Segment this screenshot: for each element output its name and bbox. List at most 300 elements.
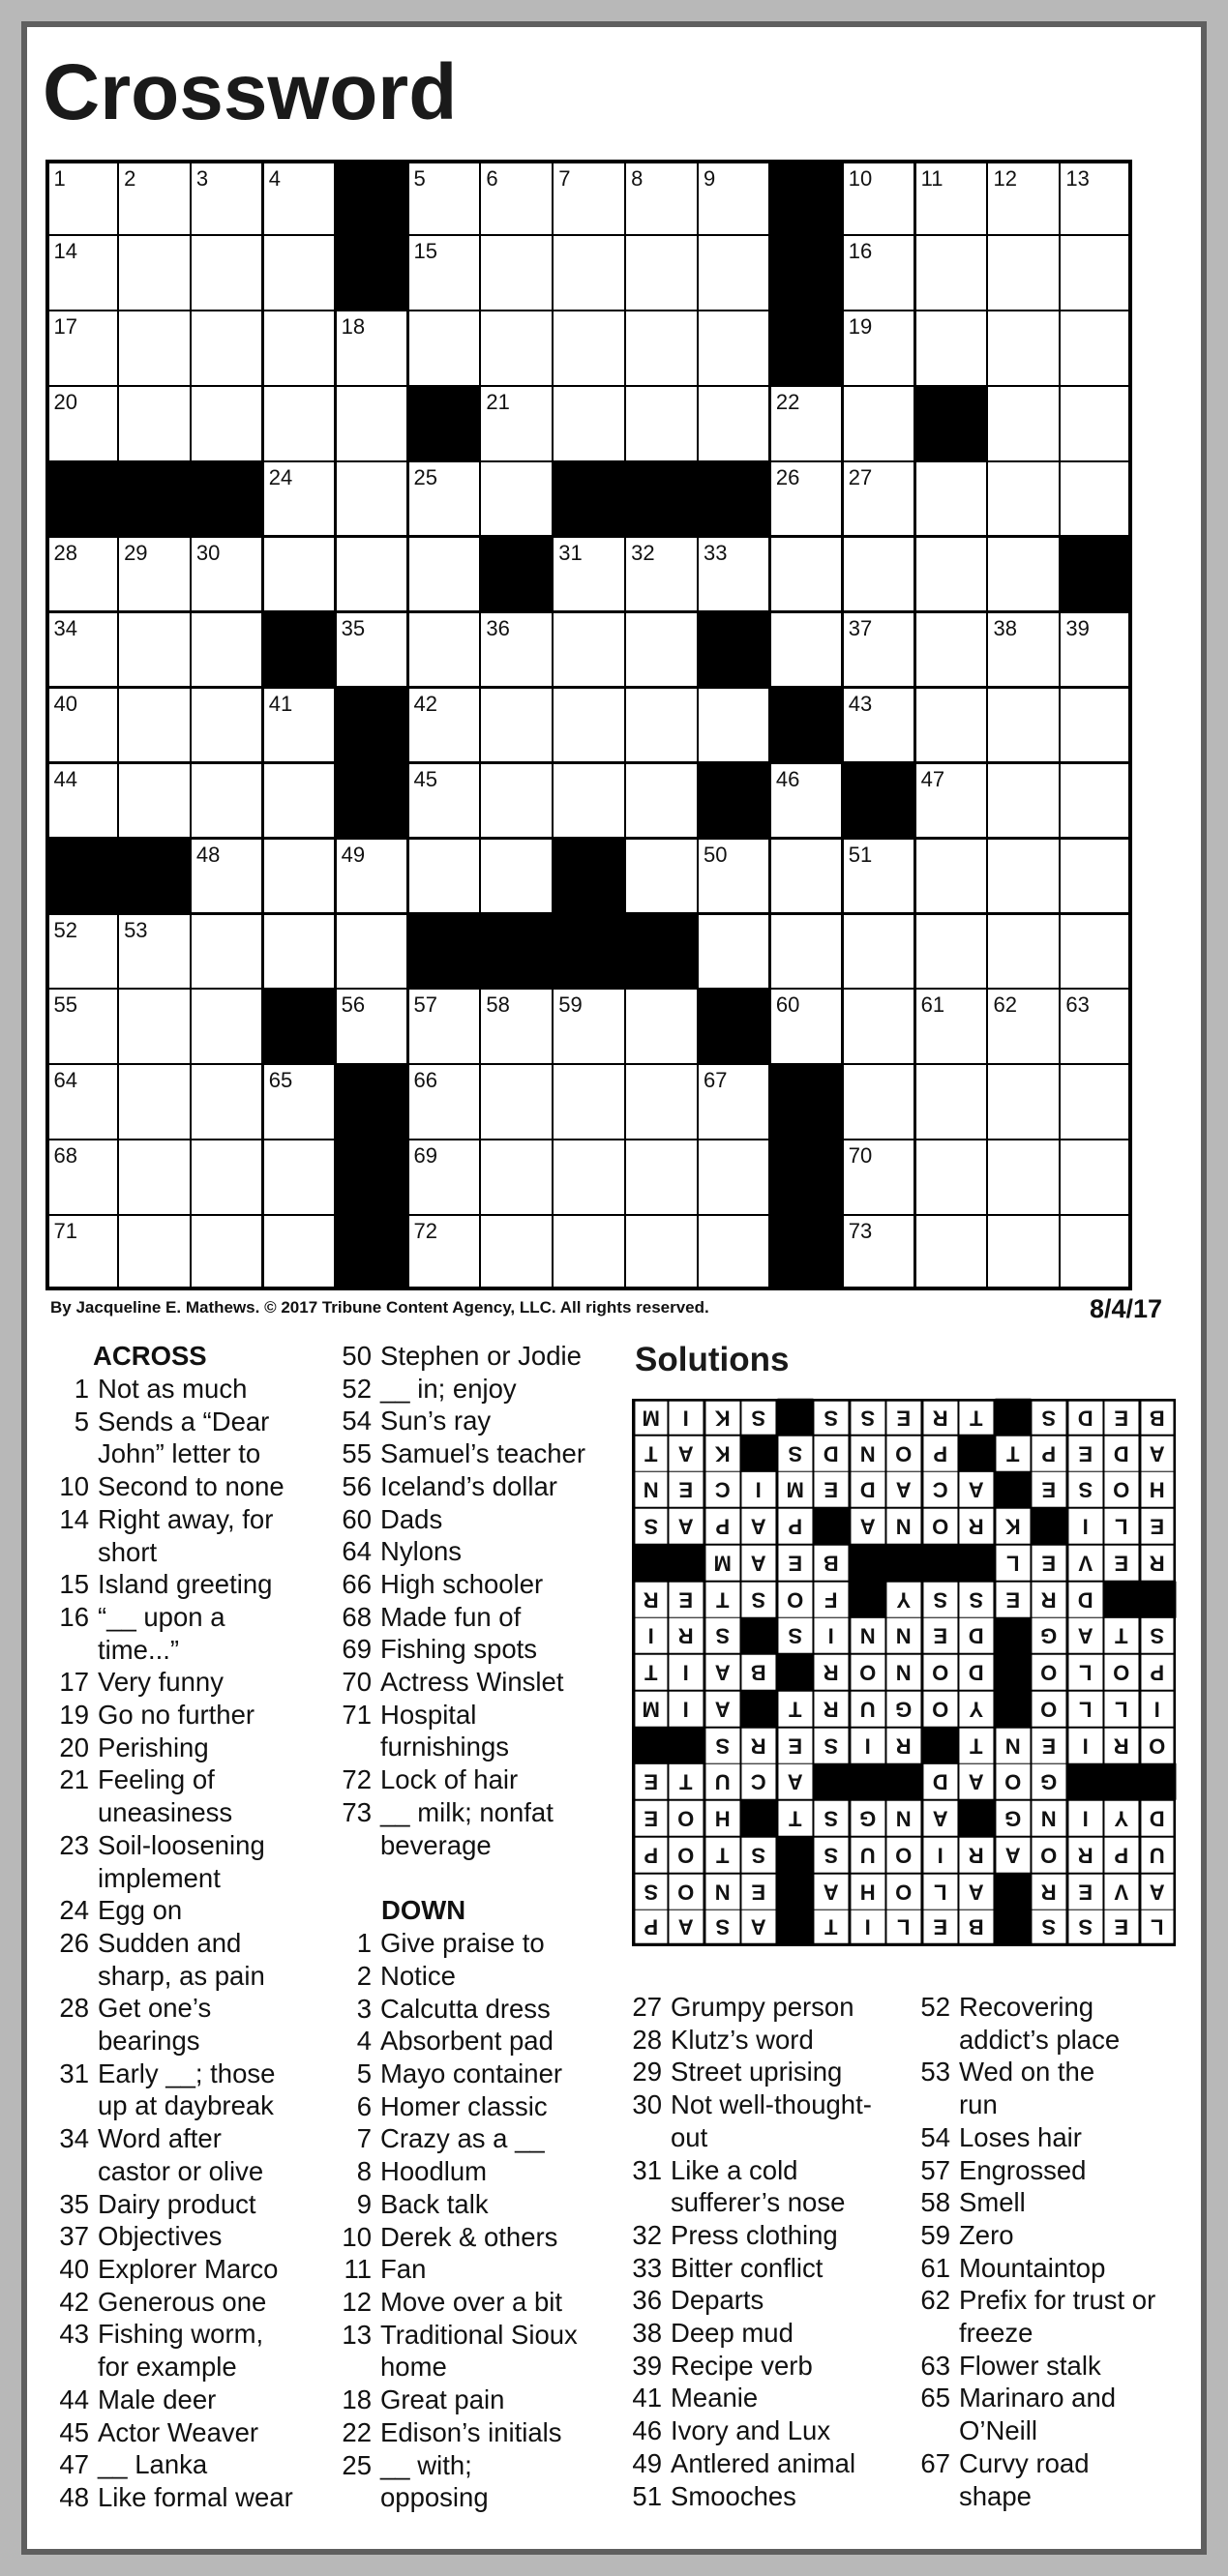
clue-number: 40	[53, 691, 77, 716]
solution-grid	[632, 1399, 1176, 1946]
grid-cell	[554, 163, 623, 234]
grid-cell	[49, 538, 117, 611]
grid-cell	[119, 538, 189, 611]
clue-number: 28	[632, 2024, 662, 2055]
clue-text: Explorer Marco	[98, 2253, 279, 2284]
clue	[329, 2416, 585, 2449]
clue-number: 45	[59, 2416, 89, 2447]
grid-cell	[264, 1065, 334, 1139]
clue-number: 59	[920, 2219, 950, 2250]
grid-cell	[1061, 990, 1128, 1063]
clue-number: 24	[268, 464, 293, 489]
grid-cell	[409, 311, 479, 385]
clue-text: __ in; enjoy	[380, 1373, 517, 1404]
solution-cell: I	[1141, 1692, 1173, 1727]
clue-text: High schooler	[380, 1568, 544, 1599]
grid-cell	[264, 764, 334, 838]
solution-cell: A	[814, 1875, 848, 1910]
clue-text: Like formal wear	[98, 2481, 293, 2512]
clue	[908, 1991, 1155, 2024]
solution-cell: S	[1032, 1402, 1065, 1435]
solution-cell: E	[741, 1875, 775, 1910]
clue-number: 67	[704, 1068, 728, 1093]
clue-number: 16	[848, 239, 873, 264]
solution-cell: O	[1141, 1729, 1173, 1763]
solution-cell: D	[1068, 1402, 1102, 1435]
clue-number: 67	[920, 2447, 950, 2478]
clue-text: Smooches	[671, 2480, 796, 2511]
clue-number: 1	[356, 1928, 372, 1959]
solution-cell: O	[923, 1509, 957, 1544]
grid-cell	[916, 163, 986, 234]
grid-cell	[481, 764, 551, 838]
clue	[46, 2122, 293, 2155]
clue-text: Island greeting	[98, 1569, 273, 1600]
clue-number: 39	[632, 2350, 662, 2381]
clue-number: 49	[632, 2447, 662, 2478]
grid-cell	[481, 613, 551, 687]
clue-text: home	[380, 2352, 447, 2383]
grid-cell	[264, 840, 334, 913]
clue-number: 47	[920, 766, 945, 791]
clue-text: Crazy as a __	[380, 2123, 545, 2154]
grid-cell	[916, 462, 986, 536]
clue-number: 10	[59, 1471, 89, 1502]
grid-block	[770, 688, 843, 763]
solution-cell: D	[959, 1655, 993, 1690]
clue-number: 13	[1065, 165, 1090, 191]
clue	[619, 2056, 872, 2088]
clue-number: 66	[413, 1068, 438, 1093]
grid-block	[553, 461, 625, 537]
grid-cell	[1061, 764, 1128, 838]
grid-cell	[264, 915, 334, 989]
clue	[329, 2449, 585, 2482]
grid-block	[914, 386, 987, 461]
grid-cell	[409, 1140, 479, 1214]
clue	[329, 1699, 585, 1732]
clue-number: 42	[59, 2286, 89, 2317]
clue-number: 28	[53, 540, 77, 565]
clue-number: 25	[413, 464, 438, 489]
grid-block	[335, 1064, 407, 1140]
clue-text: Notice	[380, 1960, 456, 1991]
clue-number: 62	[993, 992, 1017, 1018]
solution-cell: V	[1104, 1875, 1138, 1910]
clue	[329, 2025, 585, 2058]
solution-cell: S	[814, 1801, 848, 1836]
solution-cell: U	[705, 1764, 739, 1799]
clue	[619, 2447, 872, 2480]
grid-cell	[844, 236, 914, 310]
clue-number: 63	[920, 2350, 950, 2381]
clue-number: 27	[848, 464, 873, 489]
solution-block	[995, 1471, 1031, 1508]
clue-number	[619, 2186, 662, 2219]
clue-number: 31	[632, 2154, 662, 2185]
solution-cell: R	[886, 1729, 920, 1763]
clue-number: 68	[53, 1143, 77, 1169]
clue	[46, 2188, 293, 2221]
solution-cell: I	[669, 1655, 703, 1690]
solution-cell: T	[959, 1402, 993, 1435]
grid-cell	[1061, 840, 1128, 913]
solution-cell: N	[996, 1729, 1030, 1763]
solution-cell: O	[778, 1583, 812, 1617]
solution-block	[777, 1874, 813, 1910]
grid-cell	[771, 990, 841, 1063]
clue	[908, 2121, 1155, 2154]
clue-text: Street uprising	[671, 2057, 843, 2087]
grid-cell	[554, 764, 623, 838]
clue-number	[908, 2024, 950, 2057]
solution-cell: A	[741, 1910, 775, 1943]
clue-number: 61	[920, 992, 945, 1018]
grid-cell	[49, 990, 117, 1063]
solution-cell: N	[635, 1472, 667, 1507]
puzzle-title: Crossword	[43, 48, 458, 136]
clue-number: 16	[59, 1601, 89, 1632]
clue-text: Klutz’s word	[671, 2024, 814, 2055]
clue-number: 9	[356, 2188, 372, 2219]
solution-cell: R	[814, 1692, 848, 1727]
grid-cell	[481, 311, 551, 385]
clue-text: “__ upon a	[98, 1601, 225, 1632]
clue	[46, 1503, 293, 1536]
grid-block	[770, 1215, 843, 1290]
clue-number	[46, 2025, 89, 2058]
solution-cell: S	[635, 1875, 667, 1910]
clue	[329, 1927, 585, 1960]
clue-number: 9	[704, 165, 716, 191]
clue	[329, 1666, 585, 1699]
clue-text: short	[98, 1536, 158, 1567]
grid-block	[698, 762, 770, 838]
solution-cell: I	[635, 1618, 667, 1653]
solution-cell: E	[778, 1546, 812, 1581]
grid-cell	[699, 163, 768, 234]
grid-block	[770, 311, 843, 386]
clue-text: run	[959, 2089, 998, 2120]
grid-cell	[264, 387, 334, 460]
clue-number: 35	[341, 615, 366, 640]
grid-cell	[337, 387, 406, 460]
grid-cell	[699, 1065, 768, 1139]
grid-cell	[626, 689, 696, 762]
solution-cell: T	[778, 1801, 812, 1836]
clue-number	[619, 2121, 662, 2154]
grid-block	[770, 1140, 843, 1215]
solution-cell: T	[705, 1838, 739, 1873]
solutions-title: Solutions	[635, 1341, 790, 1378]
grid-block	[45, 461, 118, 537]
clue	[619, 2121, 872, 2154]
solution-cell: S	[741, 1583, 775, 1617]
solution-cell: P	[923, 1436, 957, 1471]
clue-number: 62	[920, 2285, 950, 2316]
clue-text: Lock of hair	[380, 1764, 519, 1795]
clue-number: 23	[59, 1829, 89, 1860]
grid-cell	[844, 1065, 914, 1139]
clue-number: 66	[342, 1568, 372, 1599]
grid-cell	[771, 387, 841, 460]
grid-cell	[554, 1216, 623, 1287]
clue	[619, 2186, 872, 2219]
grid-cell	[481, 236, 551, 310]
solution-cell: T	[778, 1692, 812, 1727]
solution-cell: D	[959, 1618, 993, 1653]
solution-cell: G	[1032, 1618, 1065, 1653]
clue-text: Word after	[98, 2123, 222, 2154]
clue	[619, 2382, 872, 2414]
solution-cell: A	[959, 1764, 993, 1799]
grid-cell	[409, 764, 479, 838]
solution-cell: T	[669, 1764, 703, 1799]
grid-cell	[192, 538, 261, 611]
grid-cell	[699, 311, 768, 385]
grid-cell	[988, 1216, 1058, 1287]
clue-number: 70	[848, 1143, 873, 1169]
solution-cell: O	[669, 1801, 703, 1836]
grid-block	[335, 1215, 407, 1290]
solution-cell: Y	[959, 1692, 993, 1727]
clue-text: Prefix for trust or	[959, 2285, 1156, 2316]
clue-number: 41	[268, 691, 293, 716]
clue-number: 69	[413, 1143, 438, 1169]
grid-cell	[192, 689, 261, 762]
clue-number: 57	[413, 992, 438, 1018]
clue-number	[46, 2351, 89, 2384]
solution-cell: N	[886, 1801, 920, 1836]
down-clues-column-4	[908, 1991, 1155, 2512]
clue-text: up at daybreak	[98, 2090, 274, 2121]
solution-cell: I	[851, 1910, 884, 1943]
clue	[619, 2480, 872, 2513]
grid-block	[625, 913, 698, 989]
clues-column-2	[329, 1340, 585, 2514]
clue	[619, 2154, 872, 2187]
clue	[329, 1796, 585, 1829]
clue-number: 19	[59, 1700, 89, 1731]
clue-text: Engrossed	[959, 2154, 1087, 2185]
solution-cell: S	[741, 1838, 775, 1873]
solution-cell: A	[1141, 1436, 1173, 1471]
solution-cell: O	[669, 1875, 703, 1910]
clue-number: 58	[920, 2187, 950, 2218]
clue-text: Curvy road	[959, 2447, 1090, 2478]
grid-cell	[337, 462, 406, 536]
clue	[329, 1373, 585, 1406]
solution-block	[995, 1617, 1031, 1654]
solution-cell: E	[669, 1472, 703, 1507]
clue-text: Bitter conflict	[671, 2252, 824, 2283]
clue	[329, 1993, 585, 2026]
solution-cell: E	[814, 1472, 848, 1507]
clue	[46, 1373, 293, 1406]
clue-text: Smell	[959, 2187, 1026, 2218]
clue-number: 73	[342, 1796, 372, 1827]
clue-text: freeze	[959, 2318, 1033, 2349]
grid-cell	[1061, 915, 1128, 989]
grid-block	[407, 386, 480, 461]
clue-number: 64	[53, 1068, 77, 1093]
clue-number	[329, 1829, 372, 1862]
grid-cell	[481, 462, 551, 536]
solution-cell: L	[996, 1546, 1030, 1581]
clue	[619, 2350, 872, 2383]
clue-number: 71	[342, 1699, 372, 1730]
solution-cell: Y	[886, 1583, 920, 1617]
clue	[46, 1960, 293, 1993]
clue	[46, 2318, 293, 2351]
grid-cell	[192, 387, 261, 460]
solution-cell: G	[851, 1801, 884, 1836]
clue-text: Dads	[380, 1503, 443, 1534]
grid-block	[698, 989, 770, 1064]
grid-cell	[192, 915, 261, 989]
solution-cell: P	[1032, 1436, 1065, 1471]
clue	[46, 2089, 293, 2122]
solution-block	[777, 1910, 813, 1946]
clue-number: 41	[632, 2383, 662, 2413]
clue-number: 49	[341, 842, 366, 867]
clue-number: 33	[704, 540, 728, 565]
solution-cell: F	[814, 1583, 848, 1617]
clue-number: 44	[59, 2384, 89, 2414]
clue-text: Stephen or Jodie	[380, 1341, 582, 1371]
solution-cell: K	[996, 1509, 1030, 1544]
grid-cell	[844, 462, 914, 536]
grid-cell	[916, 764, 986, 838]
clue-text: Generous one	[98, 2286, 267, 2317]
clue-text: Not as much	[98, 1374, 248, 1404]
solution-cell: S	[778, 1618, 812, 1653]
clue-number: 70	[342, 1667, 372, 1698]
clue-number	[46, 2155, 89, 2188]
solution-cell: H	[1141, 1472, 1173, 1507]
grid-cell	[844, 613, 914, 687]
grid-cell	[844, 163, 914, 234]
grid-cell	[626, 990, 696, 1063]
grid-cell	[699, 689, 768, 762]
clue	[329, 2221, 585, 2254]
grid-cell	[49, 236, 117, 310]
clue-number: 18	[342, 2384, 372, 2415]
grid-cell	[771, 613, 841, 687]
solution-cell: Y	[1104, 1801, 1138, 1836]
grid-cell	[192, 1065, 261, 1139]
grid-block	[770, 1064, 843, 1140]
solution-cell: A	[1141, 1875, 1173, 1910]
clue	[908, 2382, 1155, 2414]
solution-block	[995, 1691, 1031, 1728]
clue-text: Hoodlum	[380, 2156, 488, 2187]
across-clues-column-1	[46, 1340, 293, 2514]
solution-cell: E	[886, 1402, 920, 1435]
solution-cell: S	[851, 1402, 884, 1435]
grid-cell	[264, 538, 334, 611]
grid-cell	[264, 236, 334, 310]
solution-cell: E	[635, 1801, 667, 1836]
clue-text: Fan	[380, 2254, 427, 2285]
grid-cell	[481, 387, 551, 460]
grid-cell	[626, 840, 696, 913]
solution-cell: S	[1068, 1472, 1102, 1507]
clue-number: 50	[342, 1341, 372, 1371]
clue-number: 72	[342, 1764, 372, 1795]
clue-text: beverage	[380, 1829, 492, 1860]
clue-number: 17	[53, 314, 77, 340]
grid-block	[625, 461, 698, 537]
clue-number	[329, 2481, 372, 2514]
clue-number: 12	[993, 165, 1017, 191]
clue-number: 51	[848, 842, 873, 867]
clue	[329, 2319, 585, 2352]
clue-text: Sudden and	[98, 1927, 242, 1958]
clue	[329, 1568, 585, 1601]
clue	[46, 1634, 293, 1667]
grid-cell	[409, 462, 479, 536]
clue-text: addict’s place	[959, 2024, 1121, 2055]
grid-cell	[771, 840, 841, 913]
clue-number: 38	[993, 615, 1017, 640]
solution-cell: E	[1032, 1546, 1065, 1581]
grid-block	[480, 537, 553, 612]
clue-text: Recipe verb	[671, 2350, 813, 2381]
clue-number: 21	[486, 390, 510, 414]
clue-text: Early __; those	[98, 2058, 276, 2088]
clue-number: 56	[341, 992, 366, 1018]
grid-cell	[988, 613, 1058, 687]
clue-text: Great pain	[380, 2384, 505, 2415]
clue-text: John” letter to	[98, 1438, 261, 1469]
grid-cell	[192, 764, 261, 838]
solution-cell: N	[886, 1618, 920, 1653]
clue	[46, 1763, 293, 1796]
clue	[46, 1601, 293, 1634]
solution-cell: M	[635, 1402, 667, 1435]
solution-cell: O	[1104, 1472, 1138, 1507]
clue-text: Sun’s ray	[380, 1406, 492, 1436]
grid-cell	[844, 689, 914, 762]
clue-number: 18	[341, 314, 366, 340]
grid-cell	[916, 689, 986, 762]
clue	[329, 1340, 585, 1373]
solution-cell: U	[1141, 1838, 1173, 1873]
solution-cell: D	[814, 1436, 848, 1471]
clue-number: 4	[268, 165, 282, 191]
grid-block	[553, 913, 625, 989]
solution-cell: E	[1104, 1546, 1138, 1581]
solution-block	[1103, 1763, 1139, 1800]
grid-cell	[481, 840, 551, 913]
grid-cell	[192, 990, 261, 1063]
clue-number: 44	[53, 766, 77, 791]
grid-cell	[481, 689, 551, 762]
clue	[329, 1437, 585, 1470]
grid-cell	[192, 311, 261, 385]
grid-cell	[337, 840, 406, 913]
clue	[46, 1470, 293, 1503]
solution-cell: M	[635, 1692, 667, 1727]
clue-text: Mountaintop	[959, 2252, 1106, 2283]
grid-cell	[916, 840, 986, 913]
solution-cell: N	[1032, 1801, 1065, 1836]
clue-text: Move over a bit	[380, 2286, 563, 2317]
solution-block	[632, 1545, 668, 1582]
clue-number: 2	[124, 165, 136, 191]
clue-number: 29	[632, 2057, 662, 2087]
